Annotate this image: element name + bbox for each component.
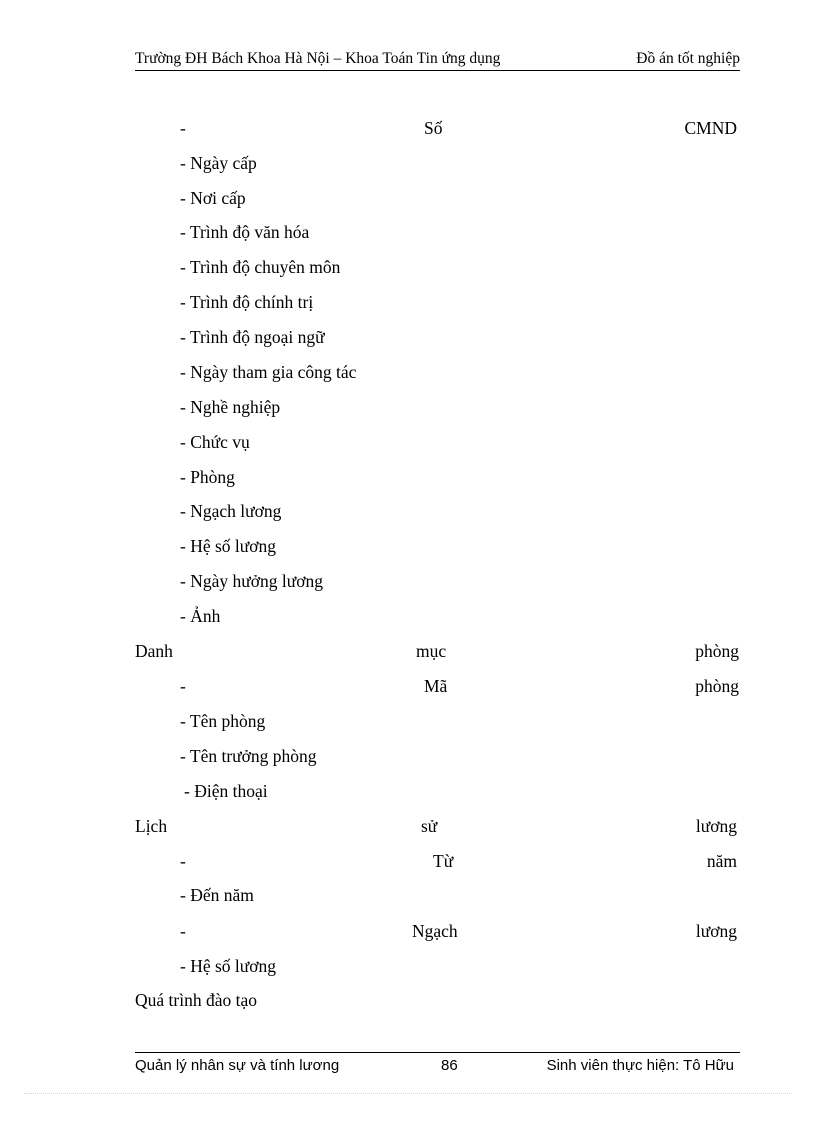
word: Danh <box>135 641 173 661</box>
field-item: - Nghề nghiệp <box>180 397 281 417</box>
word: phòng <box>695 676 739 696</box>
dash: - <box>180 118 186 138</box>
field-item: - Điện thoại <box>184 781 268 801</box>
field-item: - Chức vụ <box>180 432 250 452</box>
field-he-so-luong: - Hệ số lương <box>180 956 277 976</box>
field-item: - Ngạch lương <box>180 501 282 521</box>
dash: - <box>180 921 186 941</box>
field-item: - Ngày cấp <box>180 153 257 173</box>
dash: - <box>180 851 186 871</box>
section-qua-trinh-dao-tao: Quá trình đào tạo <box>135 990 257 1010</box>
word: Lịch <box>135 816 168 836</box>
word: Từ <box>433 851 454 871</box>
page-edge-divider <box>24 1093 792 1094</box>
word: Số <box>424 118 443 138</box>
word: năm <box>706 851 737 871</box>
word: mục <box>416 641 447 661</box>
field-item: - Ảnh <box>180 606 221 626</box>
word: CMND <box>684 118 737 138</box>
word: sử <box>421 816 438 836</box>
footer-topic: Quản lý nhân sự và tính lương <box>135 1057 340 1074</box>
field-item: - Tên trưởng phòng <box>180 746 317 766</box>
dash: - <box>180 676 186 696</box>
page-header <box>135 48 740 71</box>
page-number: 86 <box>441 1057 458 1074</box>
field-item: - Ngày hưởng lương <box>180 571 323 591</box>
word: phòng <box>695 641 739 661</box>
field-item: - Hệ số lương <box>180 536 277 556</box>
word: Mã <box>424 676 448 696</box>
field-item: - Trình độ chính trị <box>180 292 314 312</box>
field-item: - Ngày tham gia công tác <box>180 362 357 382</box>
field-item: - Tên phòng <box>180 711 266 731</box>
word: Ngạch <box>412 921 458 941</box>
header-doc-type: Đồ án tốt nghiệp <box>636 50 740 67</box>
page-footer <box>135 1052 740 1079</box>
footer-author: Sinh viên thực hiện: Tô Hữu <box>546 1057 734 1074</box>
field-item: - Nơi cấp <box>180 188 246 208</box>
field-item: - Trình độ chuyên môn <box>180 257 341 277</box>
field-item: - Trình độ văn hóa <box>180 222 310 242</box>
word: lương <box>695 921 737 941</box>
word: lương <box>695 816 737 836</box>
field-item: - Trình độ ngoại ngữ <box>180 327 325 347</box>
header-school: Trường ĐH Bách Khoa Hà Nội – Khoa Toán Tin ứng dụng <box>135 50 501 67</box>
field-item: - Phòng <box>180 467 235 487</box>
field-den-nam: - Đến năm <box>180 885 254 905</box>
